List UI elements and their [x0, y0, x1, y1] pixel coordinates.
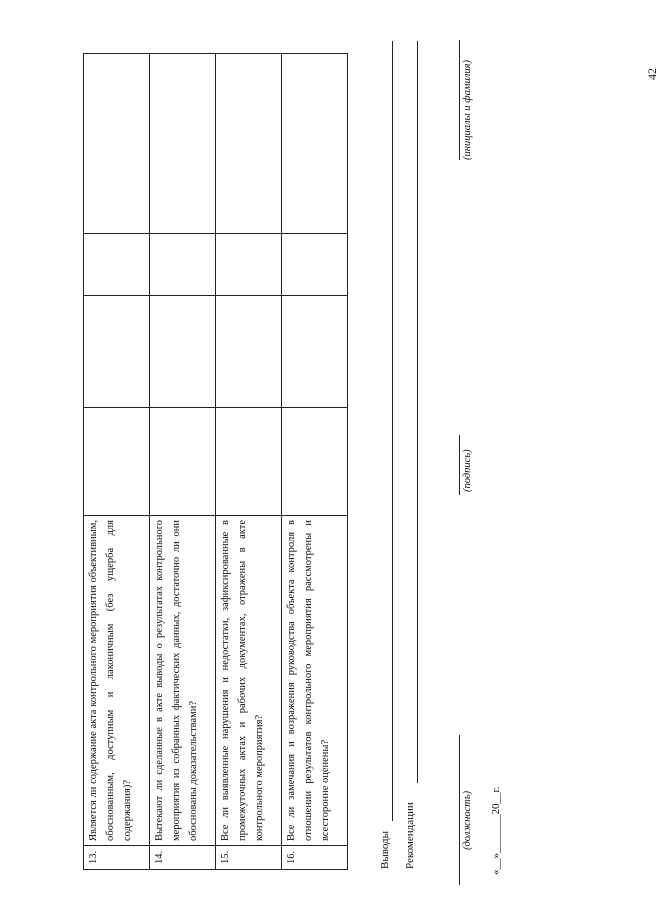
- answer-cell: [84, 54, 150, 234]
- table-row: [216, 54, 282, 870]
- rotated-page-content: [57, 35, 527, 905]
- answer-cell: [216, 408, 282, 516]
- conclusions-line[interactable]: [392, 41, 393, 821]
- row-number: 14.: [150, 846, 216, 870]
- answer-cell: [84, 234, 150, 296]
- answer-cell: [84, 408, 150, 516]
- position-line[interactable]: [459, 735, 460, 885]
- signature-caption: (подпись): [462, 449, 473, 492]
- answer-cell: [216, 296, 282, 408]
- answer-cell: [150, 234, 216, 296]
- recommendations-line[interactable]: [417, 41, 418, 783]
- row-question: Является ли содержание акта контрольного мероприятия объективным, обоснованным, доступным и лаконичным (без ущерба для содержания)?: [84, 516, 150, 846]
- answer-cell: [84, 296, 150, 408]
- row-question: Вытекают ли сделанные в акте выводы о результатах контрольного мероприятия из собранных фактических данных, достаточно ли они обоснованы доказательствами?: [150, 516, 216, 846]
- page-number: 42: [645, 68, 659, 80]
- row-number: 13.: [84, 846, 150, 870]
- name-line[interactable]: [459, 40, 460, 160]
- answer-cell: [150, 54, 216, 234]
- answer-cell: [150, 296, 216, 408]
- answer-cell: [282, 54, 348, 234]
- conclusions-label: Выводы: [379, 830, 391, 869]
- table-row: [150, 54, 216, 870]
- answer-cell: [282, 234, 348, 296]
- signature-line[interactable]: [459, 435, 460, 495]
- answer-cell: [216, 234, 282, 296]
- answer-cell: [282, 408, 348, 516]
- row-question: Все ли замечания и возражения руководства объекта контроля в отношении результатов контрольного мероприятия рассмотрены и всесторонне оценены?: [282, 516, 348, 846]
- answer-cell: [282, 296, 348, 408]
- answer-cell: [150, 408, 216, 516]
- name-caption: (инициалы и фамилия): [462, 59, 473, 160]
- row-number: 16.: [282, 846, 348, 870]
- row-question: Все ли выявленные нарушения и недостатки, зафиксированные в промежуточных актах и рабочих документах, отражены в акте контрольного мероприятия?: [216, 516, 282, 846]
- table-row: [84, 54, 150, 870]
- recommendations-label: Рекомендации: [404, 802, 416, 869]
- date-field[interactable]: «__»_______20__г.: [490, 786, 502, 875]
- checklist-table: [83, 53, 348, 870]
- answer-cell: [216, 54, 282, 234]
- table-row: [282, 54, 348, 870]
- row-number: 15.: [216, 846, 282, 870]
- position-caption: (должность): [462, 790, 473, 850]
